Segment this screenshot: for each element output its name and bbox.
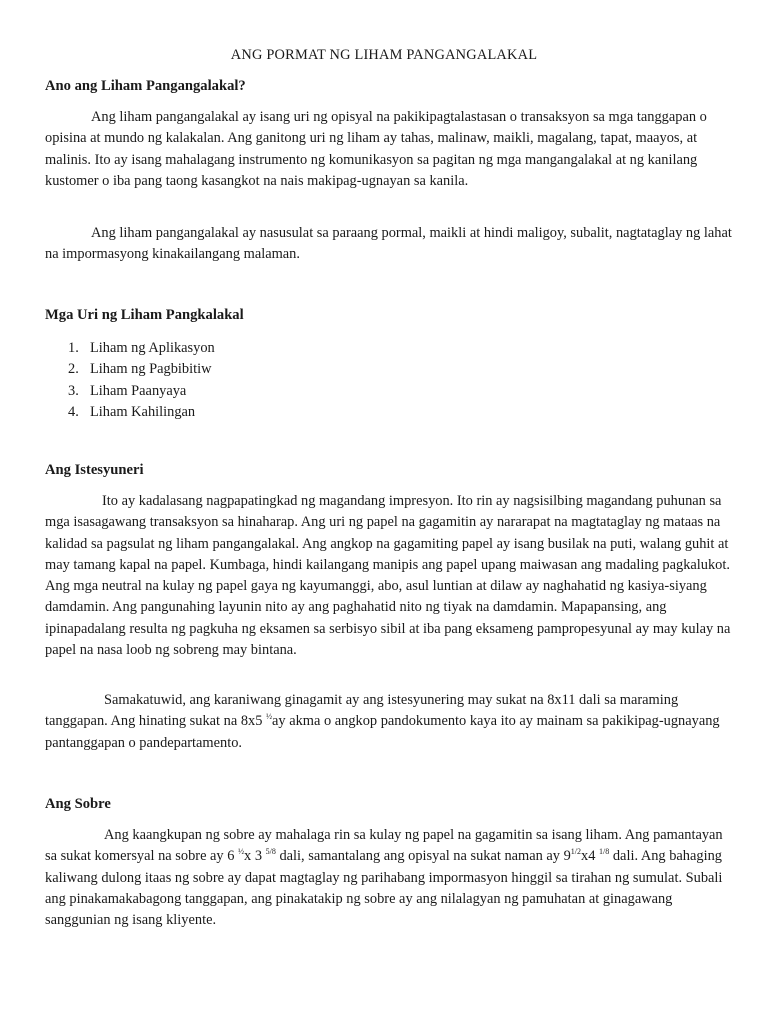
paragraph-stationery: Ito ay kadalasang nagpapatingkad ng magandang impresyon. Ito rin ay nagsisilbing magandang puhunan sa mga isasagawang transaksyon sa hinaharap. Ang uri ng papel na gagamitin ay nararapat na magtataglay ng mataas na kalidad sa pagsulat ng liham pangangalakal. Ang angkop na gagamiting papel ay isang busilak na puti, walang guhit at may tamang kapal na papel. Kumbaga, hindi kailangang manipis ang papel upang maiwasan ang madaling pagkalukot. Ang mga neutral na kulay ng papel gaya ng kayumanggi, abo, asul luntian at dilaw ay naghahatid ng kasiya-siyang damdamin. Ang pangunahing layunin nito ay ang paghahatid nito ng tiyak na damdamin. Mapapansing, ang ipinapadalang resulta ng pagkuha ng eksamen sa serbisyo sibil at iba pang eksameng pampropesyunal ay may kulay na papel na nasa loob ng sobreng may bintana. [45,493,731,659]
paragraph-formal: Ang liham pangangalakal ay nasusulat sa paraang pormal, maikli at hindi maligoy, subalit, nagtataglay ng lahat na impormasyong kinakailangang malaman. [45,225,732,263]
section-heading-mga-uri: Mga Uri ng Liham Pangkalakal [45,307,244,323]
paragraph-definition: Ang liham pangangalakal ay isang uri ng opisyal na pakikipagtalastasan o transaksyon sa mga tanggapan o opisina at mundo ng kalakalan. Ang ganitong uri ng liham ay tahas, malinaw, maikli, magalang, tapat, maayos, at malinis. Ito ay isang mahalagang instrumento ng komunikasyon sa pagitan ng mga mangangalakal at ng kanilang kustomer o iba pang taong kasangkot na nais makipag-ugnayan sa kanila. [45,109,707,189]
section-heading-ano-ang-liham: Ano ang Liham Pangangalakal? [45,78,246,94]
document-page: ANG PORMAT NG LIHAM PANGANGALAKAL Ano ang Liham Pangangalakal? Ang liham pangangalakal ay isang uri ng opisyal na pakikipagtalastasan o transaksyon sa mga tanggapan o opisina at mundo ng kalakalan. Ang ganitong uri ng liham ay tahas, malinaw, maikli, magalang, tapat, maayos, at malinis. Ito ay isang mahalagang instrumento ng komunikasyon sa pagitan ng mga mangangalakal at ng kanilang kustomer o iba pang taong kasangkot na nais makipag-ugnayan sa kanila. Ang liham pangangalakal ay nasusulat sa paraang pormal, maikli at hindi maligoy, subalit, nagtataglay ng lahat na impormasyong kinakailangang malaman. Mga Uri ng Liham Pangkalakal 1. Liham ng Aplikasyon 2. Liham ng Pagbibitiw 3. Liham Paanyaya 4. Liham Kahilingan Ang Istesyuneri Ito ay kadalasang nagpapatingkad ng magandang impresyon. Ito rin ay nagsisilbing magandang puhunan sa mga isasagawang transaksyon sa hinaharap. Ang uri ng papel na gagamitin ay nararapat na magtataglay ng mataas na kalidad sa pagsulat ng liham pangangalakal. Ang angkop na gagamiting papel ay isang busilak na puti, walang guhit at may tamang kapal na papel. Kumbaga, hindi kailangang manipis ang papel upang maiwasan ang madaling pagkalukot. Ang mga neutral na kulay ng papel gaya ng kayumanggi, abo, asul luntian at dilaw ay naghahatid ng kasiya-siyang damdamin. Ang pangunahing layunin nito ay ang paghahatid nito ng tiyak na damdamin. Mapapansing, ang ipinapadalang resulta ng pagkuha ng eksamen sa serbisyo sibil at iba pang eksameng pampropesyunal ay may kulay na papel na nasa loob ng sobreng may bintana. Samakatuwid, ang karaniwang ginagamit ay ang istesyunering may sukat na 8x11 dali sa maraming tanggapan. Ang hinating sukat na 8x5 $^{\frac{1}{2}}$ay akma o angkop pandokumento kaya ito ay mainam sa pakikipag-ugnayang pantanggapan o pandepartamento. Ang Sobre Ang kaangkupan ng sobre ay mahalaga rin sa kulay ng papel na gagamitin sa isang liham. Ang pamantayan sa sukat komersyal na sobre ay 6 $^{\frac{1}{2}}$x 3 $^{5/8}$ dali, samantalang ang opisyal na sukat naman ay $9^{1/2}x4$ $^{1/8}$ dali. Ang bahaging kaliwang dulong itaas ng sobre ay dapat magtaglay ng parihabang impormasyon hinggil sa tirahan ng sumulat. Subali ang pinakamakabagong tanggapan, ang pinakatakip ng sobre ay ang nilalagyan ng pamuhatan at ginagawang sanggunian ng isang kliyente. [0,0,768,1024]
section-heading-istesyuneri: Ang Istesyuneri [45,462,144,478]
document-title: ANG PORMAT NG LIHAM PANGANGALAKAL [230,47,538,63]
section-heading-sobre: Ang Sobre [45,796,111,812]
paragraph-envelope: Ang kaangkupan ng sobre ay mahalaga rin sa kulay ng papel na gagamitin sa isang liham. Ang pamantayan sa sukat komersyal na sobre ay 6 $^{\frac{1}{2}}$x 3 $^{5/8}$ dali, samantalang ang opisyal na sukat naman ay $9^{1/2}x4$ $^{1/8}$ dali. Ang bahaging kaliwang dulong itaas ng sobre ay dapat magtaglay ng parihabang impormasyon hinggil sa tirahan ng sumulat. Subali ang pinakamakabagong tanggapan, ang pinakatakip ng sobre ay ang nilalagyan ng pamuhatan at ginagawang sanggunian ng isang kliyente. [45,827,723,929]
paragraph-stationery-size: Samakatuwid, ang karaniwang ginagamit ay ang istesyunering may sukat na 8x11 dali sa maraming tanggapan. Ang hinating sukat na 8x5 $^{\frac{1}{2}}$ay akma o angkop pandokumento kaya ito ay mainam sa pakikipag-ugnayang pantanggapan o pandepartamento. [45,692,720,751]
